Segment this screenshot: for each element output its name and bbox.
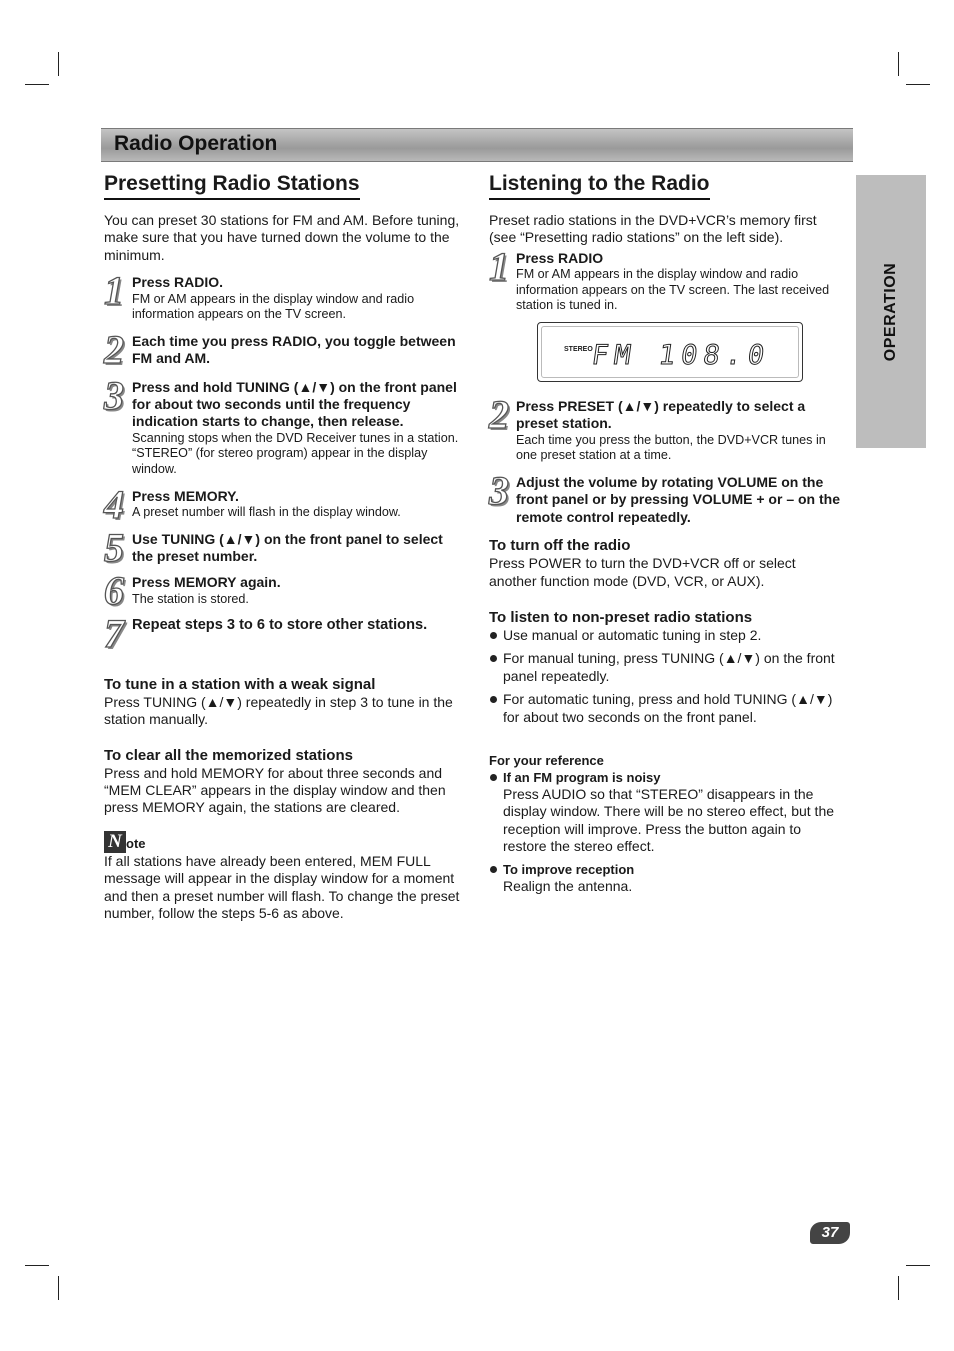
turn-off-text: Press POWER to turn the DVD+VCR off or select another function mode (DVD, VCR, or AUX). (489, 555, 796, 589)
step-description: FM or AM appears in the display window and radio information appears on the TV screen. (132, 291, 415, 322)
reference-item (489, 769, 841, 856)
step-description: Each time you press the button, the DVD+VCR tunes in one preset station at a time. (516, 432, 826, 463)
step-item (104, 372, 466, 478)
note-icon: N (104, 831, 126, 853)
step-item (104, 524, 466, 570)
stereo-indicator: STEREO (564, 346, 593, 353)
right-column (489, 170, 841, 895)
step-number: 3 (489, 468, 509, 513)
step-item (104, 611, 466, 657)
step-description: Scanning stops when the DVD Receiver tunes in a station. “STEREO” (for stereo program) appear in the display window. (132, 430, 459, 477)
weak-signal-text: Press TUNING (▲/▼) repeatedly in step 3 to tune in the station manually. (104, 693, 453, 728)
step-item (489, 468, 841, 526)
section-banner (101, 128, 853, 162)
step-instruction: Press MEMORY again. (132, 574, 281, 591)
step-instruction: Press PRESET (▲/▼) repeatedly to select a preset station. (516, 398, 806, 432)
step-instruction: Press MEMORY. (132, 487, 239, 504)
step-item (104, 268, 466, 323)
reference-title: For your reference (489, 753, 604, 769)
step-description: A preset number will flash in the display window. (132, 505, 401, 520)
crop-mark (898, 52, 899, 76)
step-instruction: Each time you press RADIO, you toggle between FM and AM. (132, 332, 456, 367)
step-item (489, 243, 841, 314)
crop-mark (58, 52, 59, 76)
turn-off-title: To turn off the radio (489, 537, 631, 555)
non-preset-item: Use manual or automatic tuning in step 2. (489, 627, 841, 644)
section-title: Radio Operation (114, 132, 278, 155)
step-description: The station is stored. (132, 591, 249, 606)
crop-mark (906, 1265, 930, 1266)
step-item (104, 568, 466, 614)
step-item (104, 326, 466, 372)
non-preset-title: To listen to non-preset radio stations (489, 609, 753, 627)
non-preset-item: For manual tuning, press TUNING (▲/▼) on the front panel repeatedly. (489, 650, 841, 685)
note-label: ote (126, 835, 146, 851)
step-instruction: Press RADIO. (132, 274, 224, 291)
crop-mark (906, 84, 930, 85)
presetting-heading: Presetting Radio Stations (104, 170, 360, 200)
reference-item-head: To improve reception (503, 861, 635, 877)
crop-mark (58, 1276, 59, 1300)
clear-all-title: To clear all the memorized stations (104, 746, 353, 764)
reference-item (489, 861, 841, 895)
radio-display-illustration (537, 322, 803, 382)
step-instruction: Adjust the volume by rotating VOLUME on the front panel or by pressing VOLUME + or – on the remote control repeatedly. (516, 474, 840, 525)
reference-item-text: Press AUDIO so that “STEREO” disappears in the display window. There will be no stereo effect, but the reception will improve. Press the button again to restore the stereo effect. (503, 786, 835, 855)
step-description: FM or AM appears in the display window and radio information appears on the TV screen. The last received station is tuned in. (516, 267, 830, 313)
clear-all-text: Press and hold MEMORY for about three seconds and “MEM CLEAR” appears in the display window and then press MEMORY again, the stations are cleared. (104, 764, 446, 816)
step-number: 7 (104, 611, 124, 657)
step-number: 1 (489, 243, 509, 289)
step-item (104, 481, 466, 527)
note-block (104, 831, 466, 923)
step-number: 5 (104, 524, 124, 570)
step-number: 3 (104, 372, 124, 418)
non-preset-item: For automatic tuning, press and hold TUNING (▲/▼) for about two seconds on the front panel. (489, 691, 841, 726)
reference-item-text: Realign the antenna. (503, 877, 633, 894)
note-text: If all stations have already been entered, MEM FULL message will appear in the display window for a moment and then a preset number will flash. To change the preset number, follow the steps 5-6 as above. (104, 852, 460, 922)
listening-intro: Preset radio stations in the DVD+VCR’s memory first (see “Presetting radio stations” on the left side). (489, 212, 817, 246)
crop-mark (25, 1265, 49, 1266)
step-instruction: Press RADIO (516, 249, 604, 266)
side-tab (856, 175, 926, 448)
crop-mark (25, 84, 49, 85)
page-number: 37 (810, 1222, 850, 1244)
step-instruction: Repeat steps 3 to 6 to store other stations. (132, 617, 428, 634)
step-number: 6 (104, 568, 124, 614)
step-number: 4 (104, 481, 124, 527)
weak-signal-title: To tune in a station with a weak signal (104, 675, 376, 693)
step-instruction: Press and hold TUNING (▲/▼) on the front panel for about two seconds until the frequency indication starts to change, then release. (132, 378, 457, 430)
side-tab-label: OPERATION (882, 262, 899, 361)
listening-heading: Listening to the Radio (489, 170, 710, 200)
left-column (104, 170, 466, 923)
reference-item-head: If an FM program is noisy (503, 770, 661, 786)
step-number: 2 (489, 392, 509, 437)
presetting-intro: You can preset 30 stations for FM and AM. Before tuning, make sure that you have turned down the volume to the minimum. (104, 212, 460, 263)
step-item (489, 392, 841, 464)
step-instruction: Use TUNING (▲/▼) on the front panel to select the preset number. (132, 530, 443, 565)
frequency-readout: FM 108.0 (589, 340, 773, 371)
step-number: 1 (104, 268, 124, 314)
crop-mark (898, 1276, 899, 1300)
step-number: 2 (104, 326, 124, 372)
